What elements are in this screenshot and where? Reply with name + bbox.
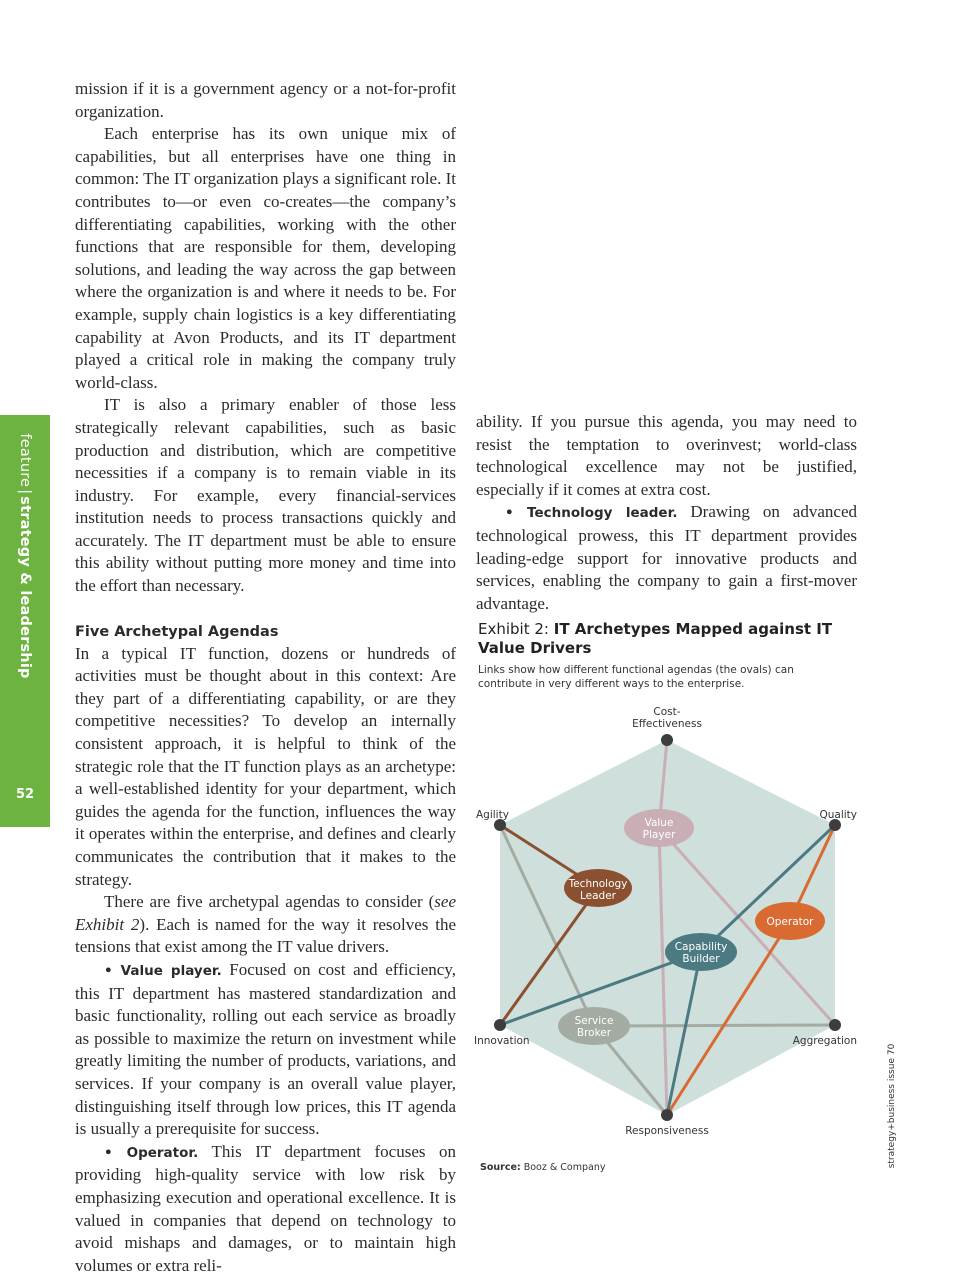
exhibit-reference: see Exhibit 2: [75, 892, 456, 934]
page-number: 52: [15, 787, 35, 802]
archetype-label: Operator: [766, 916, 814, 928]
archetype-label: Service: [574, 1015, 614, 1027]
paragraph: Each enterprise has its own unique mix of capabilities, but all enterprises have one thing in common: The IT organization plays a significant role. It contributes to—or even co-creates—the company’s differentiating capabilities, working with the other functions that are responsible for them, developing solutions, and leading the way across the gap between where the organization is and where it needs to be. For example, supply chain logistics is a key differentiating capability at Avon Products, and its IT department played a critical role in making the company truly world-class.: [75, 124, 456, 392]
bullet-technology-leader: • Technology leader. Drawing on advanced technological prowess, this IT department provides leading-edge support for innovative products and services, enabling the company to gain a first-mover advantage.: [476, 502, 857, 613]
bullet-value-player: • Value player. Focused on cost and efficiency, this IT department has mastered standardization and basic functionality, rolling out each service as broadly as possible to maximize the return on investment while greatly limiting the number of products, variations, and services. If your company is an overall value player, distinguishing itself through low prices, this IT agenda is usually a prerequisite for success.: [75, 959, 457, 1139]
exhibit-title: Exhibit 2: IT Archetypes Mapped against IT Value Drivers: [478, 620, 833, 657]
label-cost-effectiveness: Cost-: [653, 706, 681, 718]
right-column: [476, 411, 857, 615]
archetype-label: Value: [644, 817, 674, 829]
paragraph: mission if it is a government agency or a not-for-profit organization.: [75, 79, 456, 121]
label-aggregation: Aggregation: [792, 1035, 857, 1047]
label-responsiveness: Responsiveness: [625, 1125, 709, 1137]
archetype-label: Leader: [579, 890, 617, 902]
node-responsiveness: [661, 1109, 673, 1121]
paragraph: In a typical IT function, dozens or hundreds of activities must be thought about in this context: Are they part of a differentiating capability, or are they competitive necessities? To develop an internally consistent approach, it is helpful to think of the strategic role that the IT function plays as an archetype: a well-established identity for your department, which guides the agenda for the function, influences the way it operates within the enterprise, and defines and clearly communicates the contribution that it makes to the strategy.: [75, 643, 456, 889]
exhibit-source: Source: Booz & Company: [480, 1162, 606, 1173]
link-service-broker: [594, 1025, 835, 1026]
label-agility: Agility: [476, 809, 509, 821]
paragraph: IT is also a primary enabler of those less strategically relevant capabilities, such as basic production and distribution, which are competitive necessities if a company is to remain viable in its industry. For example, every financial-services institution needs to process transactions quickly and accurately. The IT department must be able to ensure this ability without putting more money and time into the effort than necessary.: [75, 395, 456, 596]
archetype-label: Technology: [568, 878, 628, 890]
paragraph: ability. If you pursue this agenda, you may need to resist the temptation to overinvest; world-class technological excellence may not be justified, especially if it comes at extra cost.: [476, 412, 857, 499]
node-innovation: [494, 1019, 506, 1031]
exhibit-caption: Links show how different functional agendas (the ovals) can contribute in very different ways to the enterprise.: [478, 664, 794, 690]
bullet-operator: • Operator. This IT department focuses on providing high-quality service with low risk by emphasizing execution and operational excellence. It is valued in companies that depend on technology to avoid mishaps and damages, or to maintain high volumes or extra reli-: [75, 1141, 457, 1275]
exhibit-header: [478, 620, 878, 691]
label-innovation: Innovation: [474, 1035, 530, 1047]
node-cost-effectiveness: [661, 734, 673, 746]
journal-footer: strategy+business issue 70: [887, 1043, 897, 1169]
archetype-label: Builder: [682, 953, 720, 965]
archetype-label: Capability: [674, 941, 728, 953]
section-heading: Five Archetypal Agendas: [75, 623, 279, 640]
section-label: feature|strategy & leadership: [17, 433, 33, 679]
archetype-diagram: [460, 700, 880, 1150]
node-aggregation: [829, 1019, 841, 1031]
archetype-label: Broker: [576, 1027, 612, 1039]
paragraph: There are five archetypal agendas to consider (see Exhibit 2). Each is named for the way it resolves the tensions that exist among the IT value drivers.: [75, 892, 456, 957]
archetype-label: Player: [642, 829, 676, 841]
label-cost-effectiveness: Effectiveness: [632, 718, 702, 730]
label-quality: Quality: [819, 809, 857, 821]
left-column: [75, 78, 456, 1277]
